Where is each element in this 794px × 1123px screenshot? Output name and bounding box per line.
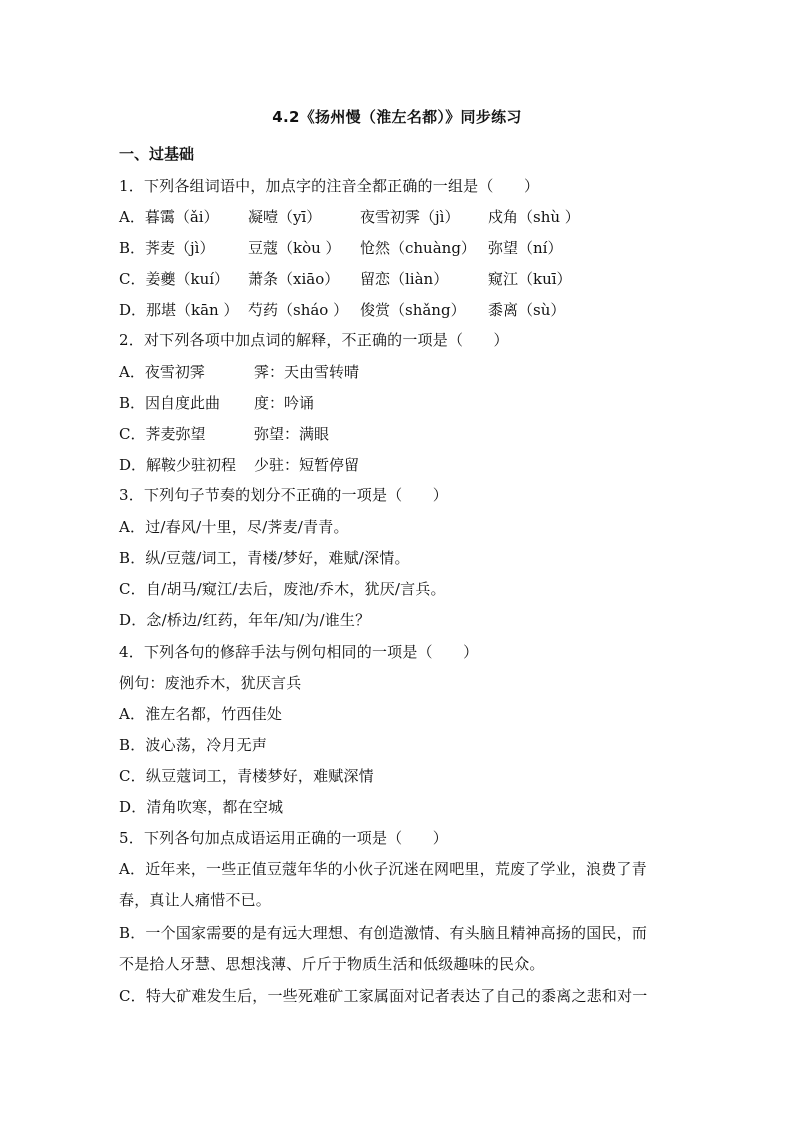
question-3-option-b: B．纵/豆蔻/词工，青楼/梦好，难赋/深情。 xyxy=(119,549,410,567)
option-explanation: 霁：天由雪转晴 xyxy=(254,363,360,381)
question-1-option-c xyxy=(119,268,699,288)
option-cell: 黍离（sù） xyxy=(488,301,566,319)
question-3-stem: 3．下列句子节奏的划分不正确的一项是（ ） xyxy=(119,486,448,504)
section-heading: 一、过基础 xyxy=(119,145,195,163)
option-cell: 芍药（sháo ） xyxy=(248,301,349,319)
option-cell: C．姜夔（kuí） xyxy=(119,270,230,288)
option-cell: 俊赏（shǎng） xyxy=(360,301,466,319)
question-5-line: 春，真让人痛惜不已。 xyxy=(119,891,272,909)
option-cell: 戍角（shù ） xyxy=(488,208,580,226)
question-1-stem: 1．下列各组词语中，加点字的注音全都正确的一组是（ ） xyxy=(119,177,540,195)
question-4-option-b: B．波心荡，冷月无声 xyxy=(119,736,268,754)
question-5-line: C．特大矿难发生后，一些死难矿工家属面对记者表达了自己的黍离之悲和对一 xyxy=(119,987,648,1005)
question-5-line: 不是拾人牙慧、思想浅薄、斤斤于物质生活和低级趣味的民众。 xyxy=(119,955,545,973)
question-1-option-a xyxy=(119,206,699,226)
question-2-option-c xyxy=(119,423,699,443)
option-term: A．夜雪初霁 xyxy=(119,363,205,381)
question-1-option-d xyxy=(119,299,699,319)
page-title: 4.2《扬州慢（淮左名都）》同步练习 xyxy=(272,108,522,126)
option-cell: 豆蔻（kòu ） xyxy=(248,239,341,257)
question-4-option-c: C．纵豆蔻词工，青楼梦好，难赋深情 xyxy=(119,767,374,785)
option-explanation: 度：吟诵 xyxy=(254,394,315,412)
option-term: C．荠麦弥望 xyxy=(119,425,206,443)
option-cell: B．荠麦（jì） xyxy=(119,239,215,257)
question-5-line: B．一个国家需要的是有远大理想、有创造激情、有头脑且精神高扬的国民，而 xyxy=(119,924,648,942)
question-1-option-b xyxy=(119,237,699,257)
option-cell: D．那堪（kān ） xyxy=(119,301,239,319)
question-3-option-d: D．念/桥边/红药，年年/知/为/谁生？ xyxy=(119,611,371,629)
option-cell: 萧条（xiāo） xyxy=(248,270,340,288)
question-4-option-a: A．淮左名都，竹西佳处 xyxy=(119,705,283,723)
question-2-option-d xyxy=(119,454,699,474)
option-cell: 凝噎（yī） xyxy=(248,208,322,226)
option-explanation: 少驻：短暂停留 xyxy=(254,456,360,474)
question-3-option-c: C．自/胡马/窥江/去后，废池/乔木，犹厌/言兵。 xyxy=(119,580,446,598)
option-cell: 窥江（kuī） xyxy=(488,270,572,288)
option-explanation: 弥望：满眼 xyxy=(254,425,330,443)
question-2-option-b xyxy=(119,392,699,412)
question-4-option-d: D．清角吹寒，都在空城 xyxy=(119,798,284,816)
question-4-stem: 4．下列各句的修辞手法与例句相同的一项是（ ） xyxy=(119,643,479,661)
option-cell: 夜雪初霁（jì） xyxy=(360,208,460,226)
option-term: D．解鞍少驻初程 xyxy=(119,456,237,474)
question-2-option-a xyxy=(119,361,699,381)
option-cell: 留恋（liàn） xyxy=(360,270,449,288)
option-cell: 怆然（chuàng） xyxy=(360,239,476,257)
option-term: B．因自度此曲 xyxy=(119,394,221,412)
question-4-example: 例句：废池乔木，犹厌言兵 xyxy=(119,674,302,692)
question-5-stem: 5．下列各句加点成语运用正确的一项是（ ） xyxy=(119,829,448,847)
question-5-line: A．近年来，一些正值豆蔻年华的小伙子沉迷在网吧里，荒废了学业，浪费了青 xyxy=(119,860,647,878)
option-cell: A．暮霭（ǎi） xyxy=(119,208,219,226)
question-2-stem: 2．对下列各项中加点词的解释，不正确的一项是（ ） xyxy=(119,331,509,349)
question-3-option-a: A．过/春风/十里，尽/荠麦/青青。 xyxy=(119,518,349,536)
option-cell: 弥望（ní） xyxy=(488,239,563,257)
